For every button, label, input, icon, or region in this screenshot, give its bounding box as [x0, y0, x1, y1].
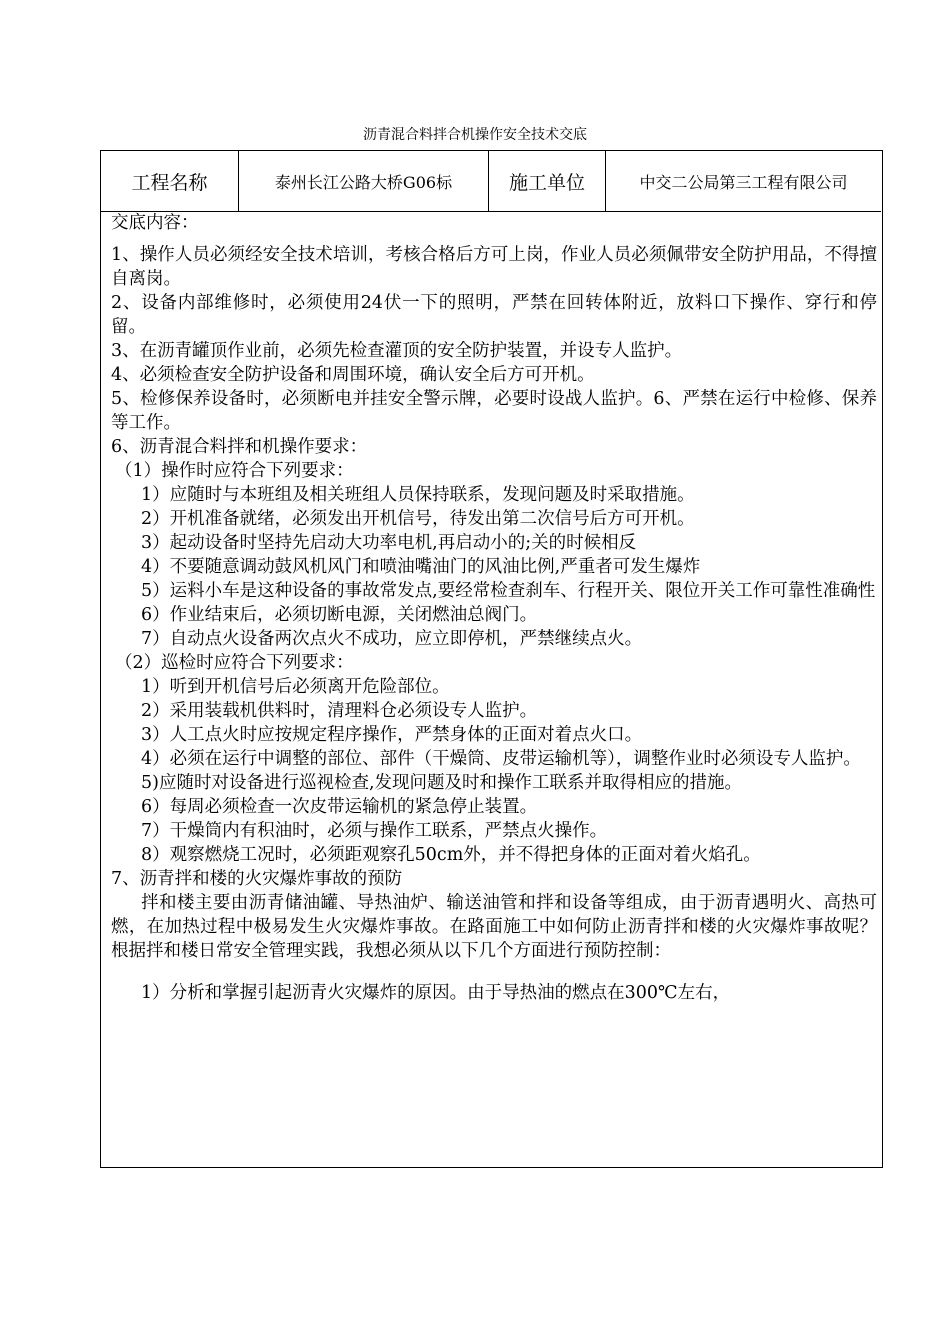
section-title: （1）操作时应符合下列要求： [115, 461, 354, 481]
disclosure-content [111, 211, 877, 1166]
document-title: 沥青混合料拌合机操作安全技术交底 [363, 127, 587, 143]
list-item: 1）应随时与本班组及相关班组人员保持联系，发现问题及时采取措施。 [141, 485, 695, 505]
section-title: 7、沥青拌和楼的火灾爆炸事故的预防 [111, 869, 403, 889]
construction-unit-value: 中交二公局第三工程有限公司 [639, 172, 848, 192]
list-item: 6）每周必须检查一次皮带运输机的紧急停止装置。 [141, 797, 538, 817]
section-title: （2）巡检时应符合下列要求： [115, 653, 354, 673]
list-item: 1）听到开机信号后必须离开危险部位。 [141, 677, 450, 697]
list-item: 4、必须检查安全防护设备和周围环境，确认安全后方可开机。 [111, 365, 595, 385]
project-name-label: 工程名称 [101, 151, 239, 211]
list-item: 2）采用装载机供料时，清理料仓必须设专人监护。 [141, 701, 538, 721]
list-item: 2）开机准备就绪，必须发出开机信号，待发出第二次信号后方可开机。 [141, 509, 695, 529]
content-heading: 交底内容： [111, 213, 199, 233]
project-name-value: 泰州长江公路大桥G06标 [239, 151, 489, 211]
list-item: 6）作业结束后，必须切断电源，关闭燃油总阀门。 [141, 605, 538, 625]
list-item: 5)应随时对设备进行巡视检查,发现问题及时和操作工联系并取得相应的措施。 [141, 773, 743, 793]
list-item: 2、设备内部维修时，必须使用24伏一下的照明，严禁在回转体附近，放料口下操作、穿行和停留。 [111, 293, 877, 337]
paragraph: 拌和楼主要由沥青储油罐、导热油炉、输送油管和拌和设备等组成，由于沥青遇明火、高热可燃，在加热过程中极易发生火灾爆炸事故。在路面施工中如何防止沥青拌和楼的火灾爆炸事故呢？根据拌和楼日常安全管理实践，我想必须从以下几个方面进行预防控制： [111, 893, 877, 961]
list-item: 4）不要随意调动鼓风机风门和喷油嘴油门的风油比例,严重者可发生爆炸 [141, 557, 701, 577]
list-item: 5、检修保养设备时，必须断电并挂安全警示牌，必要时设战人监护。6、严禁在运行中检修、保养等工作。 [111, 389, 877, 433]
list-item: 7）自动点火设备两次点火不成功，应立即停机，严禁继续点火。 [141, 629, 643, 649]
list-item: 4）必须在运行中调整的部位、部件（干燥筒、皮带运输机等），调整作业时必须设专人监护。 [141, 749, 861, 769]
list-item: 7）干燥筒内有积油时，必须与操作工联系，严禁点火操作。 [141, 821, 608, 841]
list-item: 5）运料小车是这种设备的事故常发点,要经常检查刹车、行程开关、限位开关工作可靠性准确性 [141, 581, 876, 601]
disclosure-table [100, 150, 883, 1168]
list-item: 1）分析和掌握引起沥青火灾爆炸的原因。由于导热油的燃点在300℃左右， [141, 983, 731, 1003]
list-item: 3）人工点火时应按规定程序操作，严禁身体的正面对着点火口。 [141, 725, 643, 745]
construction-unit-label: 施工单位 [489, 151, 606, 211]
list-item: 8）观察燃烧工况时，必须距观察孔50cm外，并不得把身体的正面对着火焰孔。 [141, 845, 761, 865]
list-item: 1、操作人员必须经安全技术培训，考核合格后方可上岗，作业人员必须佩带安全防护用品，不得擅自离岗。 [111, 245, 877, 289]
list-item: 6、沥青混合料拌和机操作要求： [111, 437, 368, 457]
table-header-row [101, 151, 881, 212]
list-item: 3）起动设备时坚持先启动大功率电机,再启动小的;关的时候相反 [141, 533, 637, 553]
list-item: 3、在沥青罐顶作业前，必须先检查灌顶的安全防护装置，并设专人监护。 [111, 341, 683, 361]
